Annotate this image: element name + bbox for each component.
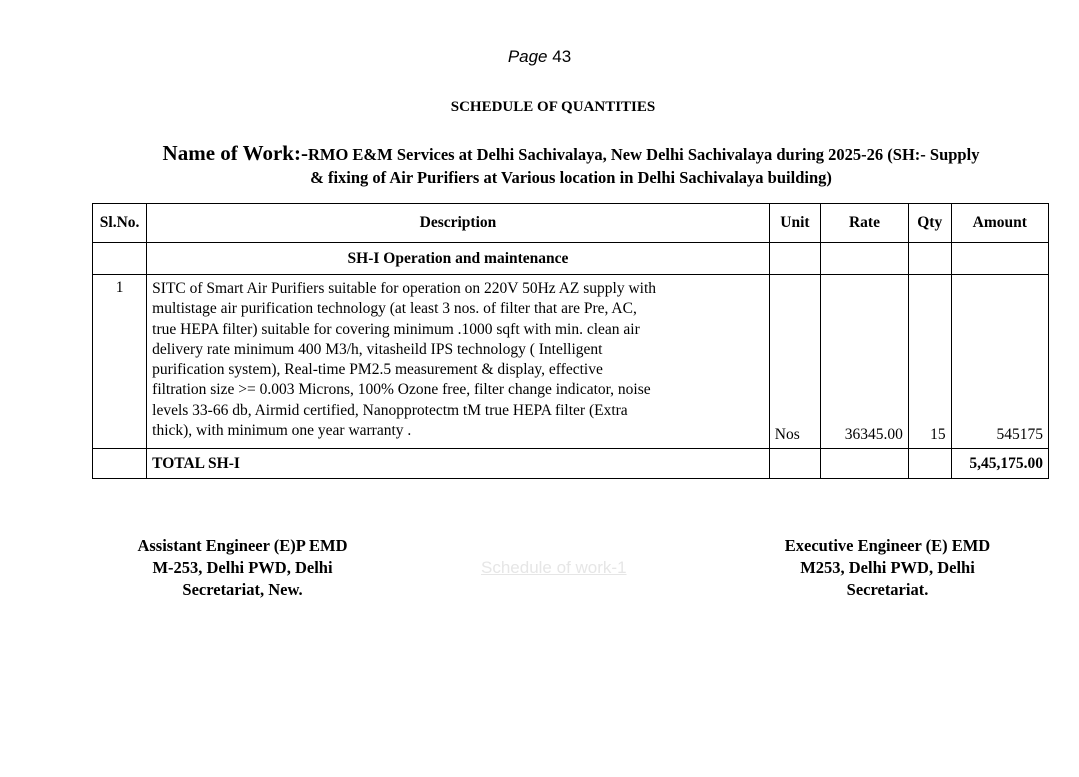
signature-line: Executive Engineer (E) EMD <box>784 536 991 555</box>
item-sl: 1 <box>93 275 147 449</box>
table-header-row <box>93 204 1049 243</box>
name-of-work <box>92 142 1050 189</box>
subhead-title: SH-I Operation and maintenance <box>147 243 770 275</box>
watermark-link: Schedule of work-1 <box>481 558 627 577</box>
header-rate: Rate <box>821 204 909 243</box>
total-row <box>93 449 1049 479</box>
description-line: delivery rate minimum 400 M3/h, vitasheild IPS technology ( Intelligent <box>152 340 603 358</box>
description-line: levels 33-66 db, Airmid certified, Nanopprotectm tM true HEPA filter (Extra <box>152 401 628 419</box>
signature-line: Assistant Engineer (E)P EMD <box>137 536 348 555</box>
total-amount: 5,45,175.00 <box>951 449 1048 479</box>
signature-line: M253, Delhi PWD, Delhi <box>800 558 975 577</box>
description-line: true HEPA filter) suitable for covering minimum .1000 sqft with min. clean air <box>152 320 640 338</box>
quantities-table <box>92 203 1049 479</box>
header-description: Description <box>147 204 770 243</box>
description-line: thick), with minimum one year warranty . <box>152 422 412 440</box>
description-line: purification system), Real-time PM2.5 measurement & display, effective <box>152 361 603 379</box>
work-line-2: & fixing of Air Purifiers at Various location in Delhi Sachivalaya building) <box>310 168 832 187</box>
signature-line: Secretariat. <box>846 580 929 599</box>
table-row <box>93 275 1049 449</box>
signature-assistant-engineer <box>100 535 385 601</box>
page-label: Page <box>507 47 548 66</box>
description-line: filtration size >= 0.003 Microns, 100% Ozone free, filter change indicator, noise <box>152 381 651 399</box>
item-amount: 545175 <box>951 275 1048 449</box>
work-label: Name of Work:- <box>162 141 308 165</box>
description-line: multistage air purification technology (at least 3 nos. of filter that are Pre, AC, <box>152 300 637 318</box>
header-amount: Amount <box>951 204 1048 243</box>
subhead-row <box>93 243 1049 275</box>
work-line-1-text: RMO E&M Services at Delhi Sachivalaya, New Delhi Sachivalaya during 2025-26 (SH:- Supply <box>307 145 980 164</box>
signature-line: Secretariat, New. <box>182 580 303 599</box>
signature-executive-engineer <box>750 535 1025 601</box>
item-rate: 36345.00 <box>821 275 909 449</box>
total-label: TOTAL SH-I <box>147 449 770 479</box>
item-description <box>147 275 770 449</box>
page-number <box>0 47 1079 67</box>
item-qty: 15 <box>908 275 951 449</box>
schedule-title: SCHEDULE OF QUANTITIES <box>450 99 656 115</box>
description-line: SITC of Smart Air Purifiers suitable for operation on 220V 50Hz AZ supply with <box>152 280 656 297</box>
header-qty: Qty <box>908 204 951 243</box>
work-line-1 <box>92 142 1050 166</box>
item-unit: Nos <box>769 275 820 449</box>
header-sl: Sl.No. <box>93 204 147 243</box>
signature-line: M-253, Delhi PWD, Delhi <box>152 558 333 577</box>
header-unit: Unit <box>769 204 820 243</box>
page-number-value: 43 <box>552 47 572 66</box>
